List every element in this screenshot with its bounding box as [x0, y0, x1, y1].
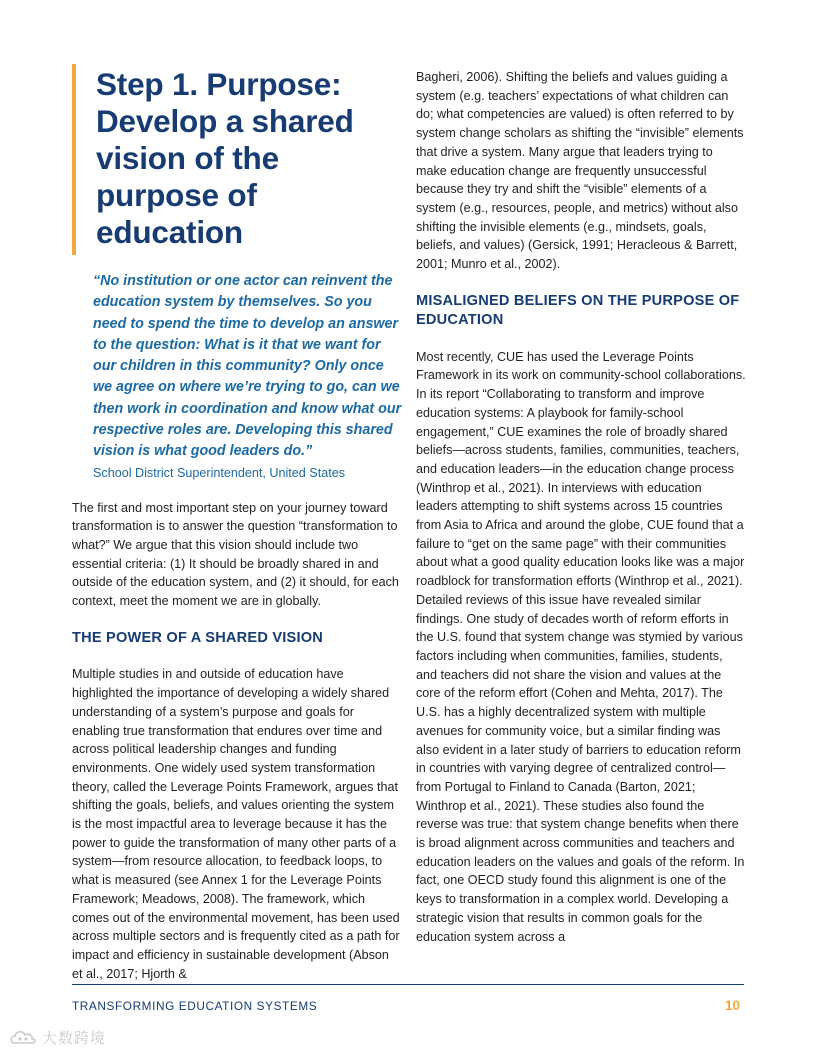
page-title: Step 1. Purpose: Develop a shared vision of the purpose of education	[96, 66, 354, 250]
page-number: 10	[724, 998, 740, 1013]
step-heading-block	[72, 64, 400, 255]
right-column	[416, 68, 746, 946]
cloud-logo-icon	[8, 1027, 38, 1047]
pull-quote	[93, 271, 403, 482]
misaligned-beliefs-paragraph: Most recently, CUE has used the Leverage Points Framework in its work on community-school collaborations. In its report “Collaborating to transform and improve education systems: A playbook for family-school engagement,” CUE examines the role of broadly shared beliefs—across students, families, communities, teachers, and education leaders—in the education change process (Winthrop et al., 2021). In interviews with education leaders attempting to shift systems across 15 countries from Asia to Africa and around the globe, CUE found that a failure to “get on the same page” with their communities about what a good quality education looks like was a major roadblock for transformation efforts (Winthrop et al., 2021). Detailed reviews of this issue have revealed similar findings. One study of decades worth of reform efforts in the U.S. found that system change was stymied by various factors including when communities, families, students, and teachers did not share the vision and values at the core of the reform effort (Cohen and Mehta, 2017). The U.S. has a highly decentralized system with multiple avenues for community voice, but a similar finding was also evident in a later study of barriers to education reform in countries with varying degree of centralized control—from Portugal to Finland to Canada (Barton, 2021; Winthrop et al., 2021). These studies also found the reverse was true: that system change benefits when there is broad alignment across communities and teachers and education leaders on the values and goals of the reform. In fact, one OECD study found this alignment is one of the keys to transformation in a complex world. Developing a strategic vision that results in common goals for the education system across a	[416, 349, 746, 944]
watermark	[8, 1026, 106, 1048]
section-heading-shared-vision: THE POWER OF A SHARED VISION	[72, 629, 324, 646]
shared-vision-paragraph: Multiple studies in and outside of education have highlighted the importance of developing a widely shared understanding of a system’s purpose and goals for enabling true transformation that endures over time and across political leadership changes and funding environments. One widely used system transformation theory, called the Leverage Points Framework, argues that shifting the goals, beliefs, and values orienting the system is the most impactful area to leverage because it has the power to guide the transformation of many other parts of a system—from resource allocation, to feedback loops, to what is measured (see Annex 1 for the Leverage Points Framework; Meadows, 2008). The framework, which comes out of the environmental movement, has been used across multiple sectors and is frequently cited as a path for impact and efficiency in sustainable development (Abson et al., 2017; Hjorth &	[72, 667, 400, 981]
intro-paragraph: The first and most important step on your journey toward transformation is to answer the question “transformation to what?” We argue that this vision should include two essential criteria: (1) It should be broadly shared in and outside of the education system, and (2) it should, for each context, meet the moment we are in globally.	[72, 500, 399, 609]
quote-text: “No institution or one actor can reinvent the education system by themselves. So you need to spend the time to develop an answer to the question: What is it that we want for our children in this community? Only once we agree on where we’re trying to go, can we then work in coordination and know what our respective roles are. Developing this shared vision is what good leaders do.”	[93, 273, 402, 460]
left-column	[72, 64, 400, 983]
continuation-paragraph: Bagheri, 2006). Shifting the beliefs and values guiding a system (e.g. teachers’ expectations of what children can do; what competencies are valued) is often referred to by system change scholars as shifting the “invisible” elements that drive a system. Many argue that leaders trying to make education change are frequently unsuccessful because they try and shift the “visible” elements of a system (e.g., resources, people, and metrics) without also shifting the invisible elements (e.g., mindsets, goals, beliefs, and values) (Gersick, 1991; Heracleous & Barrett, 2001; Munro et al., 2002).	[416, 70, 744, 272]
section-heading-misaligned-beliefs: MISALIGNED BELIEFS ON THE PURPOSE OF EDUCATION	[416, 292, 740, 329]
quote-attribution: School District Superintendent, United States	[93, 465, 346, 480]
footer-document-title: TRANSFORMING EDUCATION SYSTEMS	[72, 999, 318, 1013]
footer-divider	[72, 984, 744, 985]
watermark-text: 大数跨境	[42, 1028, 107, 1047]
